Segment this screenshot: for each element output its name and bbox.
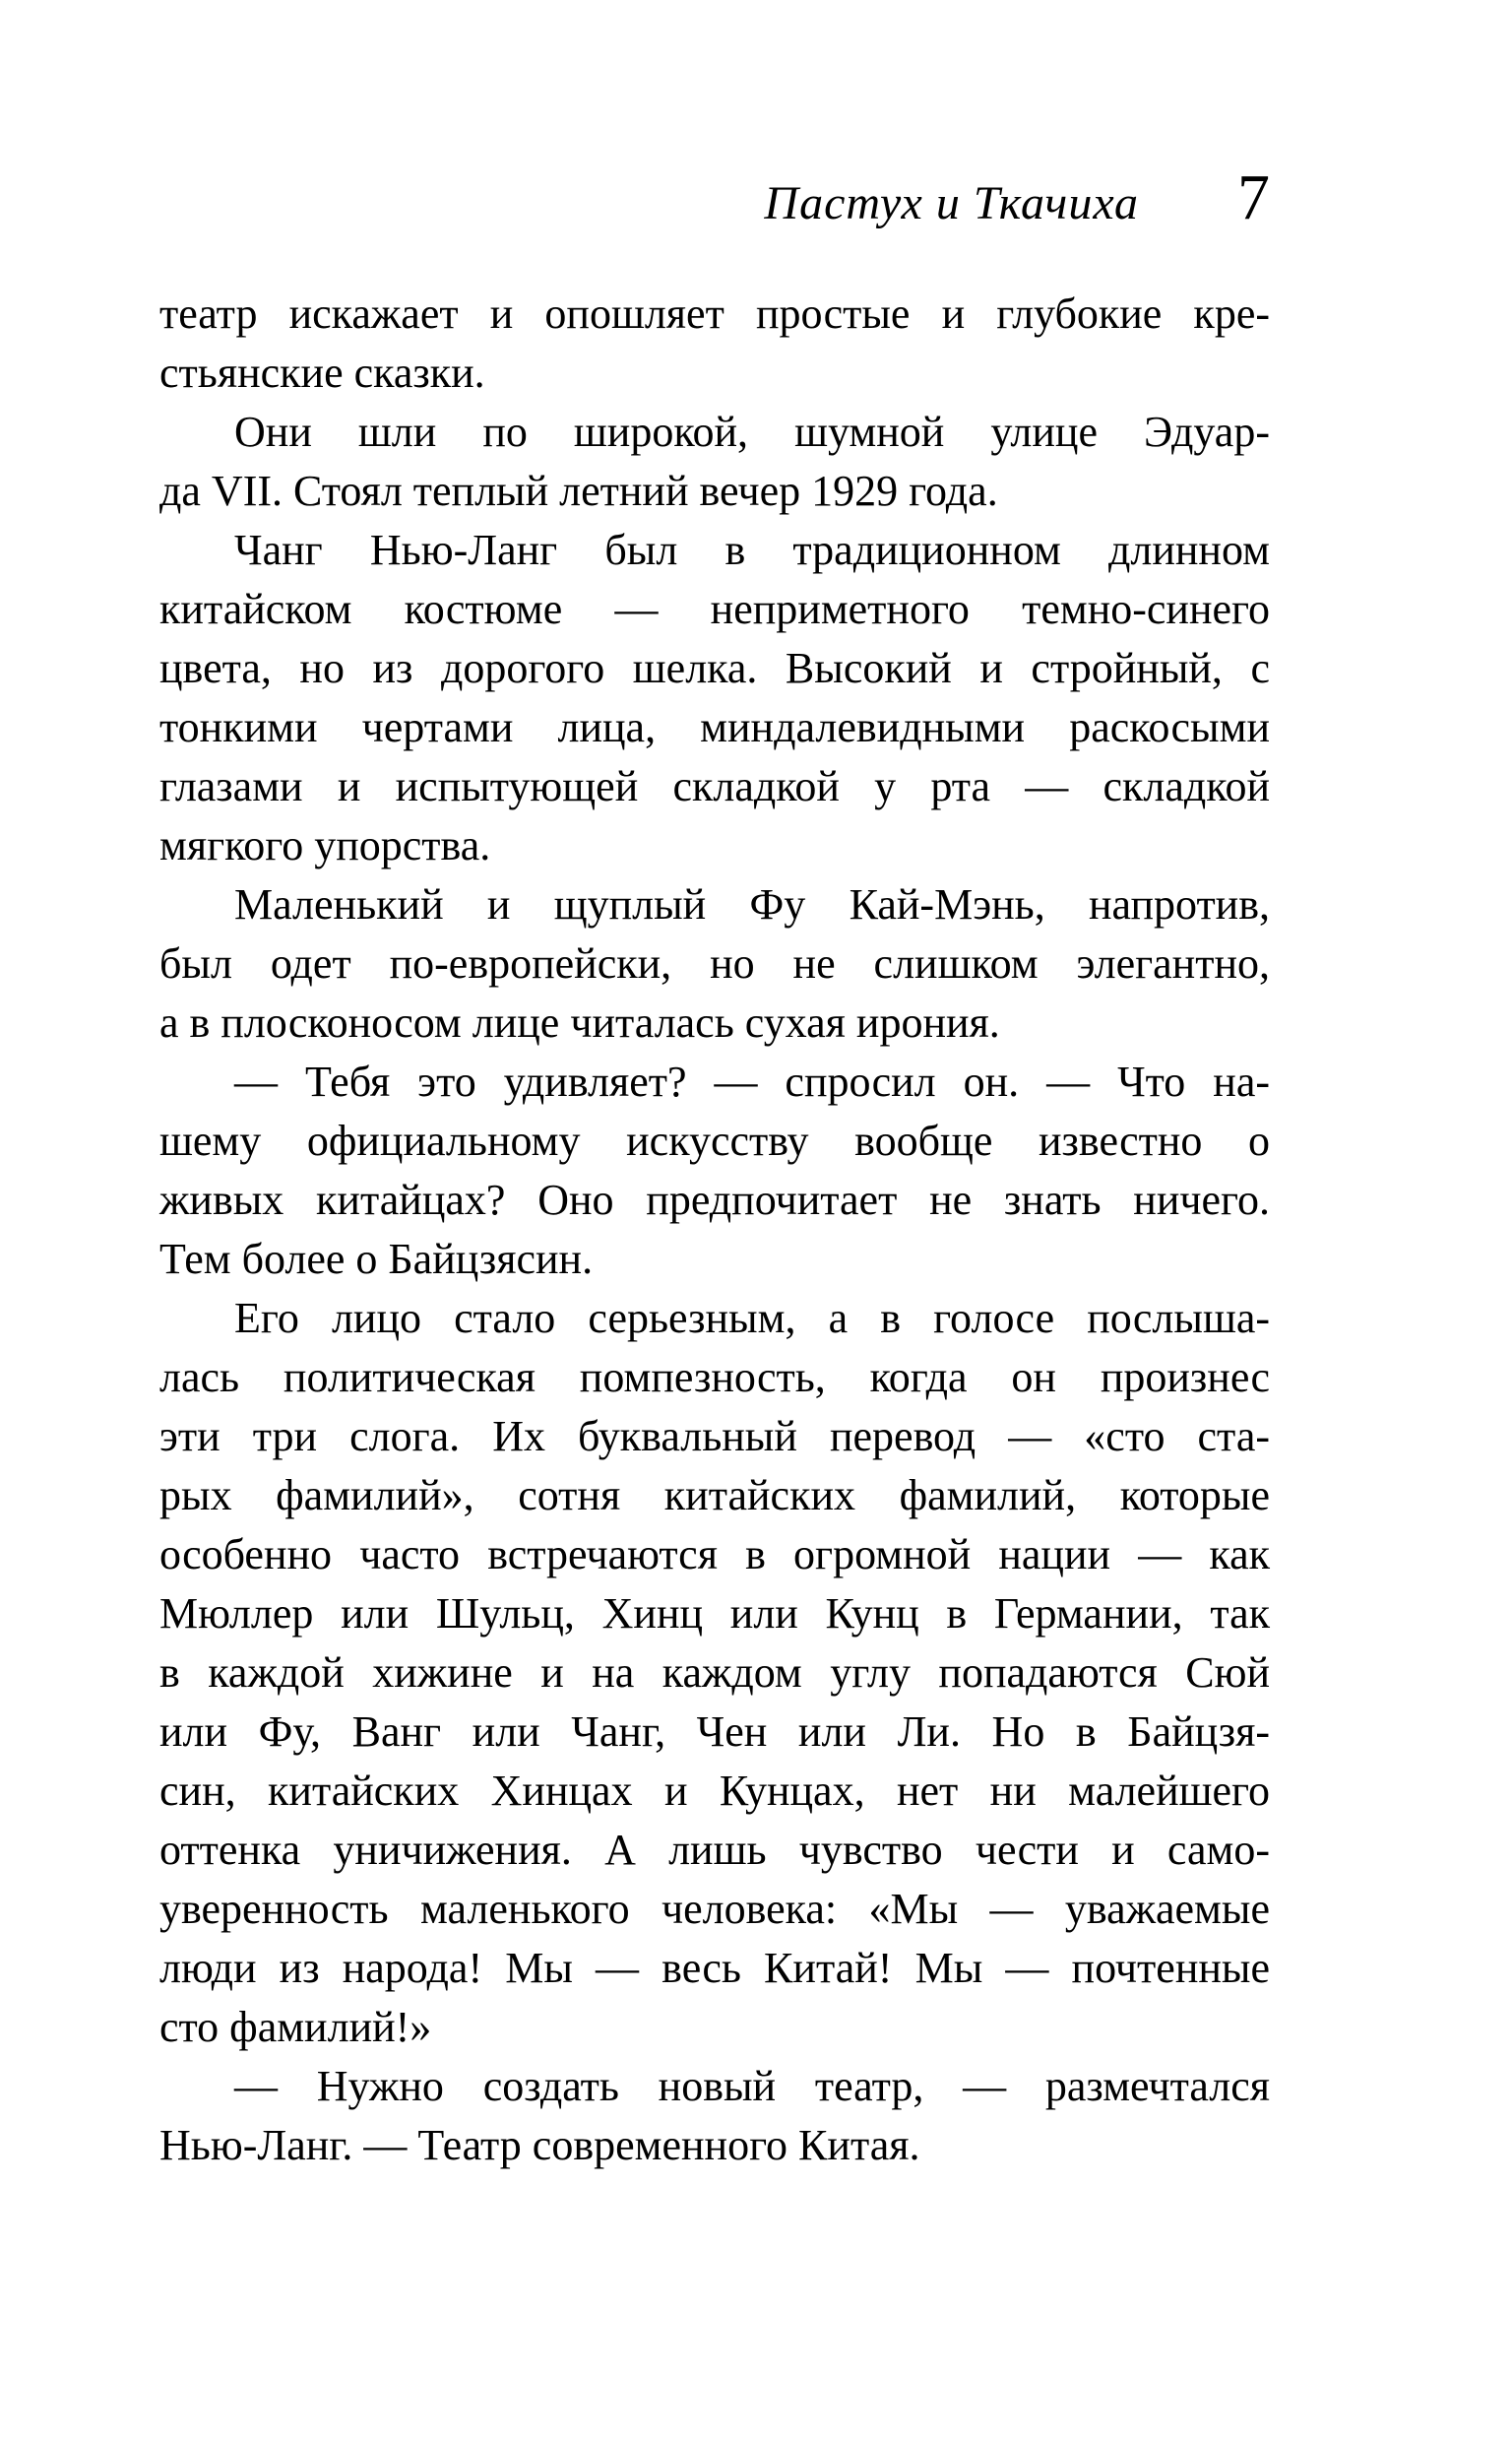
text-line: да VII. Стоял теплый летний вечер 1929 года. <box>159 467 998 515</box>
running-head-title: Пастух и Ткачиха <box>764 177 1139 229</box>
text-line: уверенность маленького человека: «Мы — уважаемые <box>159 1885 1270 1933</box>
paragraph <box>159 2057 1270 2175</box>
page-number: 7 <box>1237 161 1270 233</box>
paragraph <box>159 285 1270 403</box>
text-line: лась политическая помпезность, когда он произнес <box>159 1353 1270 1401</box>
text-line: эти три слога. Их буквальный перевод — «сто ста- <box>159 1412 1270 1460</box>
body-text <box>159 285 1270 2175</box>
paragraph <box>159 521 1270 875</box>
text-line: мягкого упорства. <box>159 821 491 869</box>
text-line: сто фамилий!» <box>159 2003 432 2051</box>
text-line: театр искажает и опошляет простые и глубокие кре- <box>159 289 1270 338</box>
text-line: тонкими чертами лица, миндалевидными раскосыми <box>159 703 1270 751</box>
paragraph <box>159 875 1270 1053</box>
paragraph <box>159 1053 1270 1289</box>
text-line: в каждой хижине и на каждом углу попадаются Сюй <box>159 1648 1270 1697</box>
text-line: или Фу, Ванг или Чанг, Чен или Ли. Но в Байцзя- <box>159 1707 1270 1756</box>
text-line: рых фамилий», сотня китайских фамилий, которые <box>159 1471 1270 1519</box>
text-line: цвета, но из дорогого шелка. Высокий и стройный, с <box>159 644 1270 692</box>
text-line: Они шли по широкой, шумной улице Эдуар- <box>234 408 1270 456</box>
text-line: — Тебя это удивляет? — спросил он. — Что на- <box>234 1058 1270 1106</box>
text-line: Чанг Нью-Ланг был в традиционном длинном <box>234 526 1270 574</box>
text-line: шему официальному искусству вообще известно о <box>159 1117 1270 1165</box>
text-line: люди из народа! Мы — весь Китай! Мы — почтенные <box>159 1944 1270 1992</box>
text-line: стьянские сказки. <box>159 349 485 397</box>
text-line: Маленький и щуплый Фу Кай-Мэнь, напротив, <box>234 880 1270 929</box>
paragraph <box>159 1289 1270 2057</box>
text-line: особенно часто встречаются в огромной нации — как <box>159 1530 1270 1578</box>
text-line: — Нужно создать новый театр, — размечтался <box>234 2062 1270 2110</box>
text-line: Мюллер или Шульц, Хинц или Кунц в Германии, так <box>159 1589 1270 1638</box>
text-line: а в плосконосом лице читалась сухая ирония. <box>159 998 1000 1047</box>
text-line: Тем более о Байцзясин. <box>159 1235 594 1283</box>
text-line: Нью-Ланг. — Театр современного Китая. <box>159 2121 920 2169</box>
text-line: глазами и испытующей складкой у рта — складкой <box>159 762 1270 810</box>
text-line: оттенка уничижения. А лишь чувство чести и само- <box>159 1826 1270 1874</box>
paragraph <box>159 403 1270 521</box>
text-line: син, китайских Хинцах и Кунцах, нет ни малейшего <box>159 1767 1270 1815</box>
text-line: китайском костюме — неприметного темно-синего <box>159 585 1270 633</box>
running-head <box>159 161 1270 233</box>
text-line: был одет по-европейски, но не слишком элегантно, <box>159 939 1270 988</box>
text-line: живых китайцах? Оно предпочитает не знать ничего. <box>159 1176 1270 1224</box>
text-line: Его лицо стало серьезным, а в голосе послыша- <box>234 1294 1270 1342</box>
